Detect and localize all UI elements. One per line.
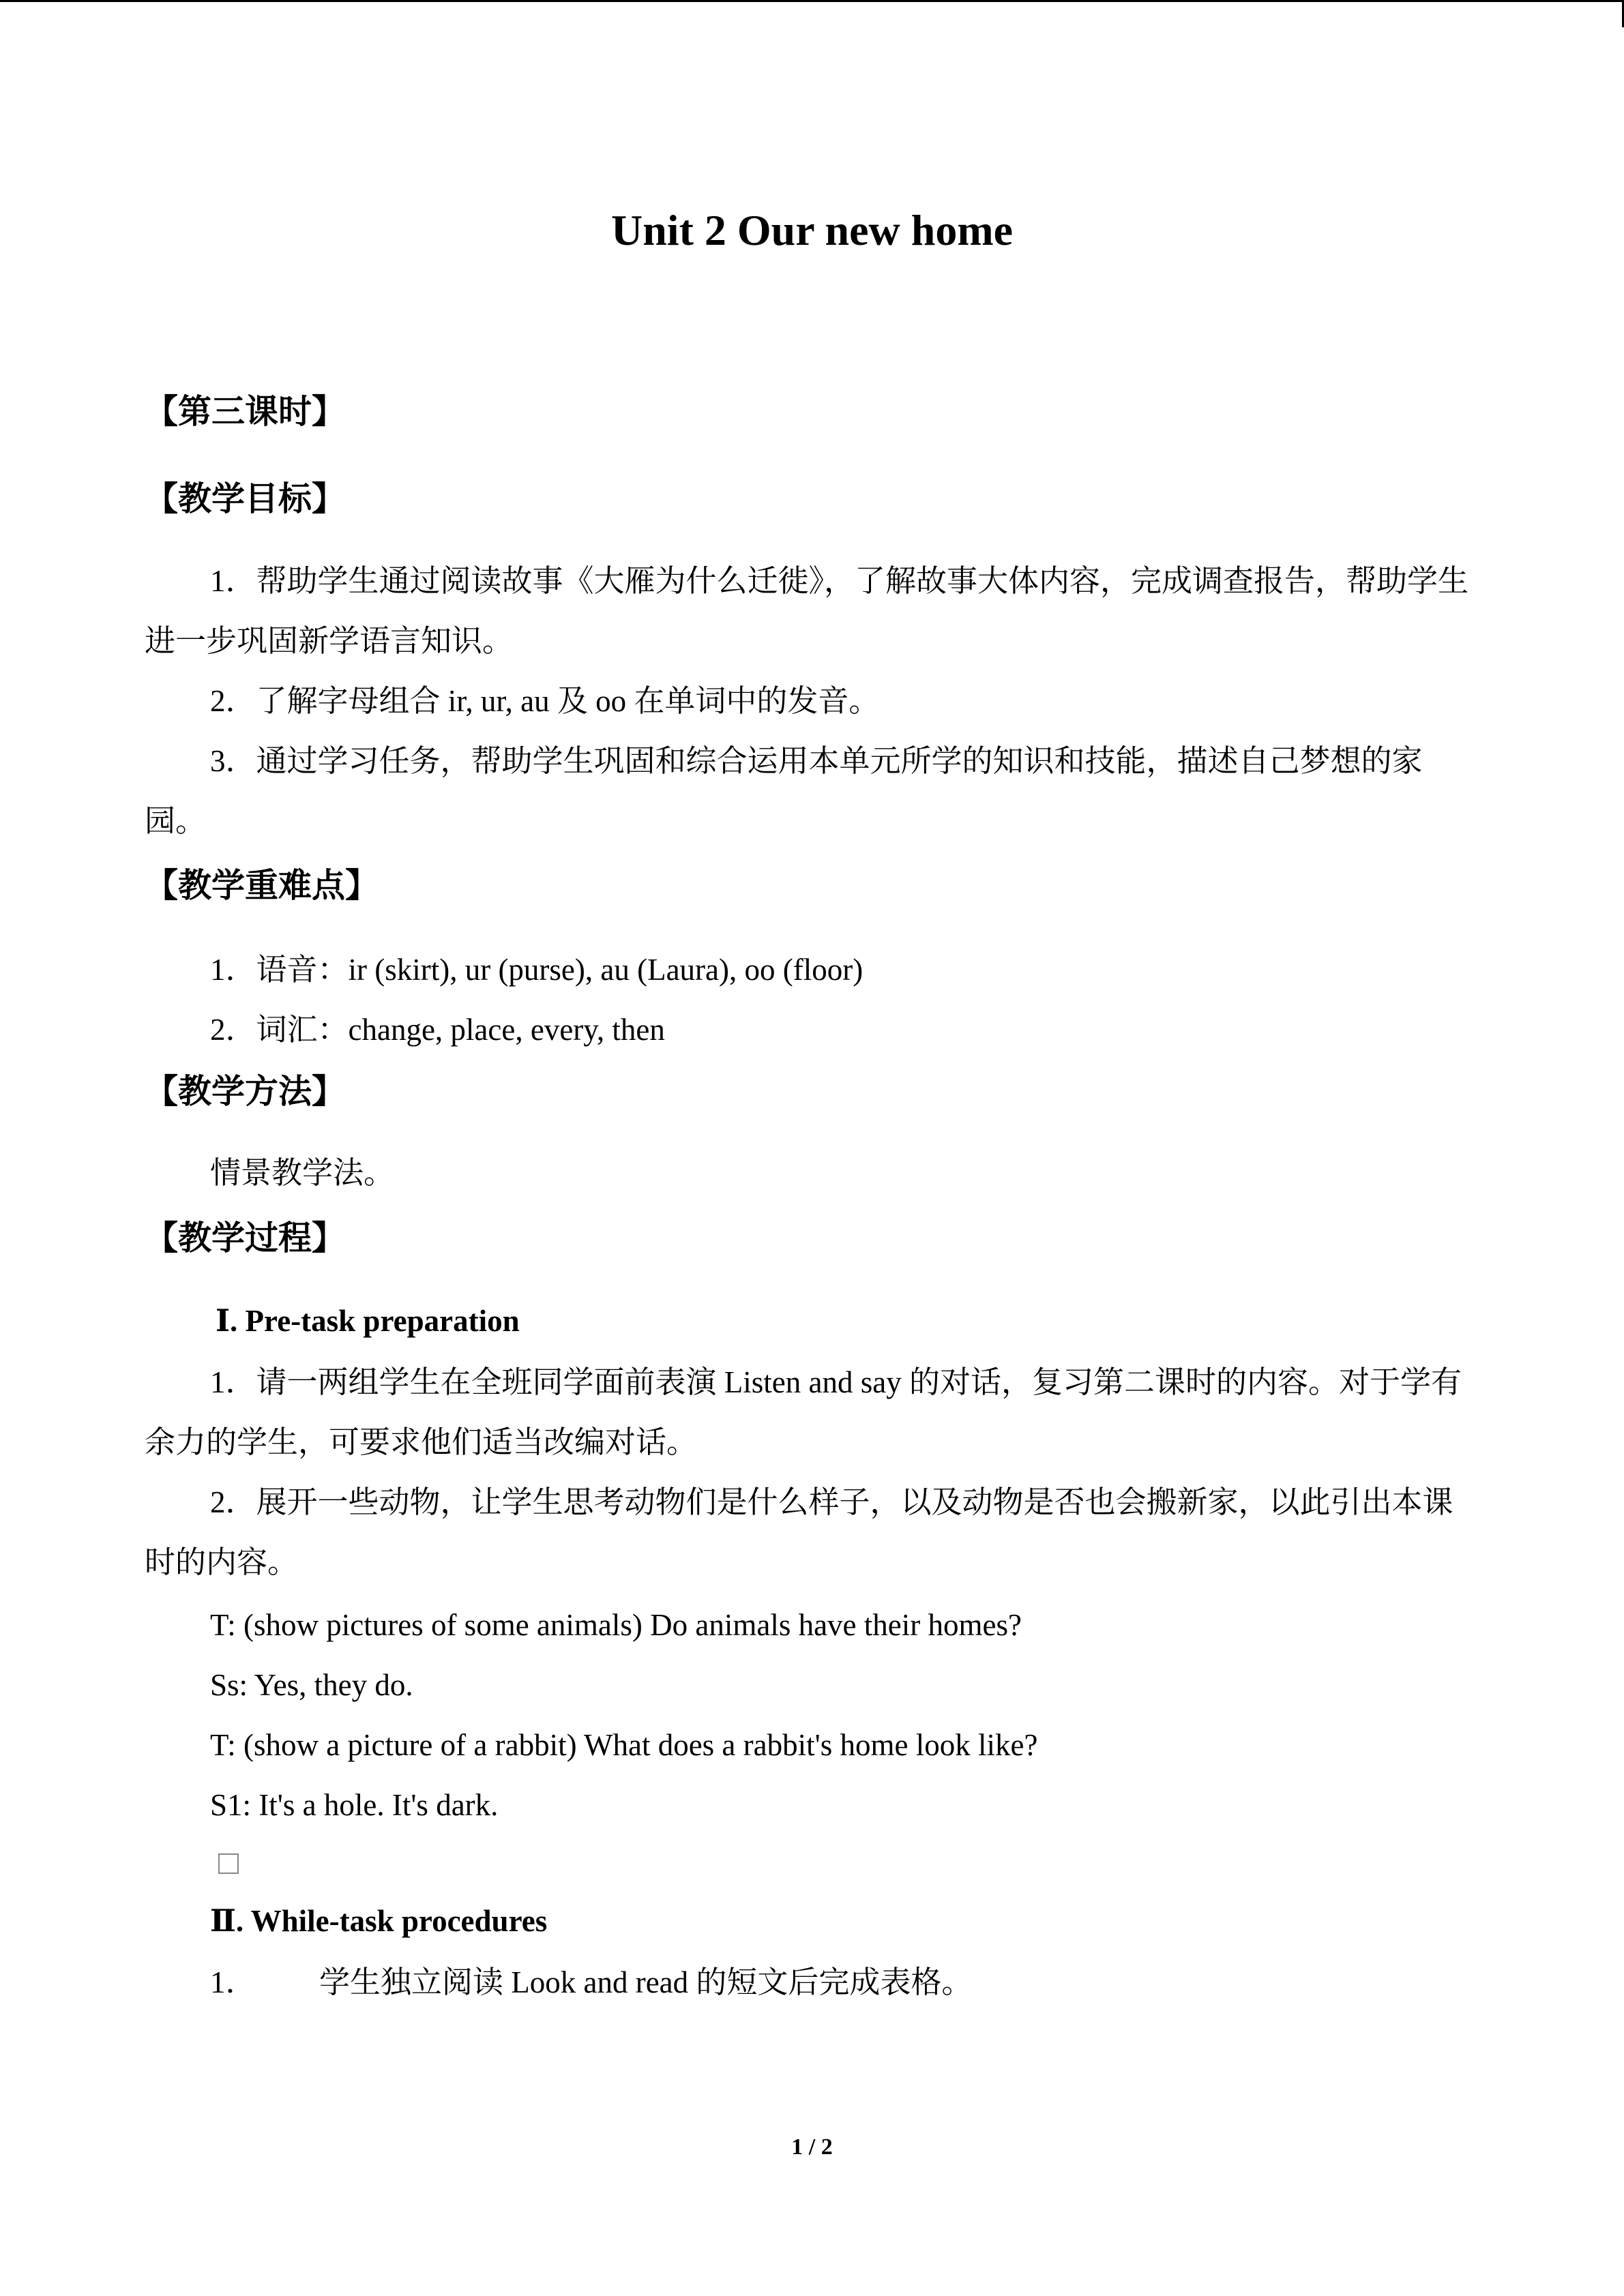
top-border <box>0 0 1624 2</box>
key-point-item-2: 2．词汇：change, place, every, then <box>210 1013 665 1047</box>
dialogue-line-3: T: (show a picture of a rabbit) What does a rabbit's home look like? <box>210 1728 1038 1762</box>
section-methods-heading: 【教学方法】 <box>145 1072 346 1111</box>
section-key-points-heading: 【教学重难点】 <box>145 866 379 905</box>
dialogue-line-4: S1: It's a hole. It's dark. <box>210 1788 499 1822</box>
placeholder-box-icon <box>218 1853 239 1874</box>
section-lesson-heading: 【第三课时】 <box>145 392 346 431</box>
methods-text: 情景教学法。 <box>210 1156 395 1190</box>
objective-item-3: 3．通过学习任务，帮助学生巩固和综合运用本单元所学的知识和技能，描述自己梦想的家园。 <box>145 744 1423 838</box>
page-title: Unit 2 Our new home <box>610 206 1014 254</box>
objective-item-2: 2．了解字母组合 ir, ur, au 及 oo 在单词中的发音。 <box>210 684 880 718</box>
while-task-item-1-text: 学生独立阅读 Look and read 的短文后完成表格。 <box>319 1965 973 1999</box>
page-number: 1 / 2 <box>791 2134 833 2160</box>
dialogue-line-2: Ss: Yes, they do. <box>210 1668 413 1702</box>
pre-task-item-1: 1．请一两组学生在全班同学面前表演 Listen and say 的对话，复习第二课时的内容。对于学有余力的学生，可要求他们适当改编对话。 <box>145 1365 1462 1459</box>
dialogue-line-1: T: (show pictures of some animals) Do animals have their homes? <box>210 1608 1022 1642</box>
while-task-item-1-number: 1． <box>210 1965 256 1999</box>
key-point-item-1: 1．语音：ir (skirt), ur (purse), au (Laura), oo (floor) <box>210 953 863 987</box>
while-task-heading: Ⅱ. While-task procedures <box>210 1904 548 1938</box>
section-process-heading: 【教学过程】 <box>145 1219 346 1257</box>
objective-item-1: 1．帮助学生通过阅读故事《大雁为什么迁徙》，了解故事大体内容，完成调查报告，帮助学生进一步巩固新学语言知识。 <box>145 564 1469 658</box>
pre-task-heading: Ⅰ. Pre-task preparation <box>216 1304 520 1338</box>
pre-task-item-2: 2．展开一些动物，让学生思考动物们是什么样子，以及动物是否也会搬新家，以此引出本课时的内容。 <box>145 1485 1453 1579</box>
section-objectives-heading: 【教学目标】 <box>145 479 346 518</box>
